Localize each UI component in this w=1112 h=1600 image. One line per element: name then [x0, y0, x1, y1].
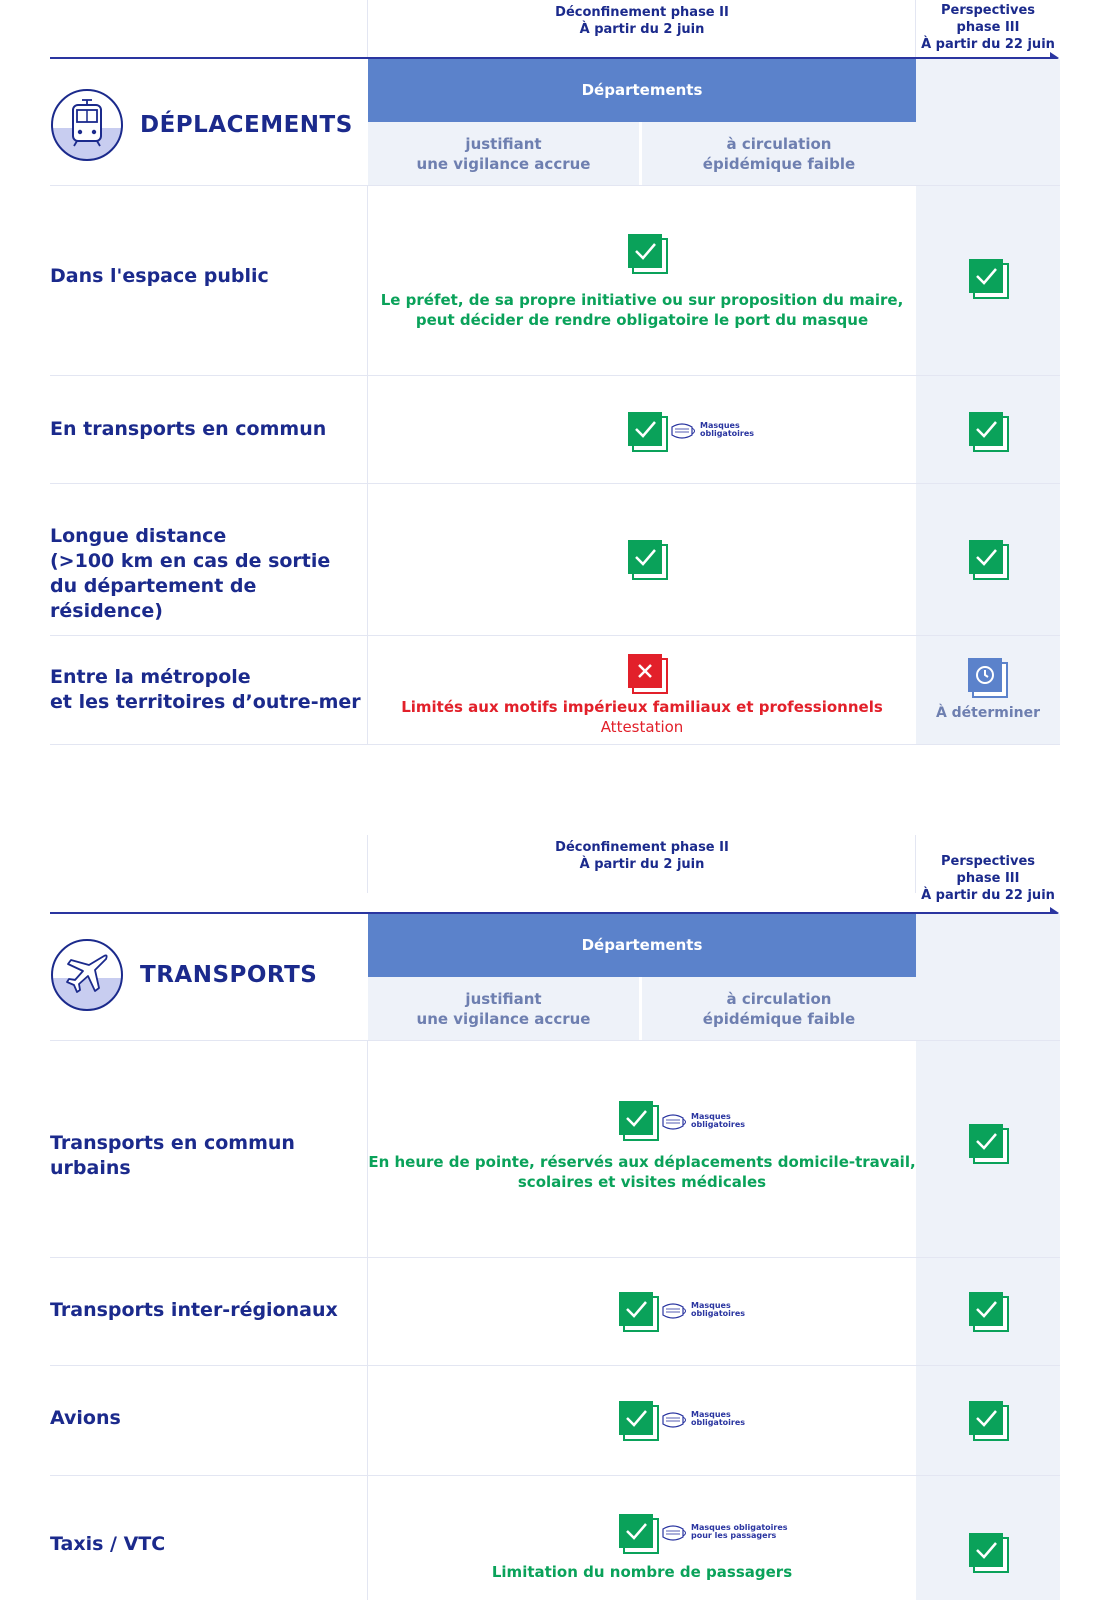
subheader-line: une vigilance accrue	[416, 1010, 591, 1028]
section-title-block	[50, 85, 353, 165]
check-icon	[628, 540, 668, 580]
subheader-vigilance	[368, 122, 641, 185]
row-label: Entre la métropole et les territoires d’outre-mer	[50, 666, 361, 713]
subheader-line: à circulation	[726, 135, 832, 153]
perspective-header-bg	[916, 59, 1060, 185]
departements-header: Départements	[368, 914, 916, 977]
check-icon	[969, 540, 1009, 580]
mask-badge: Masques obligatoires	[670, 418, 754, 442]
section-deplacements	[0, 0, 1112, 745]
check-icon	[619, 1514, 659, 1554]
table-row	[50, 1257, 1060, 1365]
mask-icon	[661, 1109, 689, 1133]
row-note: En heure de pointe, réservés aux déplacements domicile-travail, scolaires et visites médicales	[368, 1153, 916, 1191]
row-label: Avions	[50, 1407, 121, 1429]
phase3-header	[916, 2, 1060, 53]
check-icon	[969, 1401, 1009, 1441]
subheader-line: une vigilance accrue	[416, 155, 591, 173]
row-label: Taxis / VTC	[50, 1533, 166, 1555]
perspective-header-bg	[916, 914, 1060, 1040]
subheader-line: à circulation	[726, 990, 832, 1008]
row-label: Longue distance (>100 km en cas de sortie du département de résidence)	[50, 525, 331, 622]
mask-icon	[661, 1298, 689, 1322]
row-note: Limités aux motifs impérieux familiaux et professionnels	[401, 698, 883, 716]
phase3-header	[916, 853, 1060, 904]
mask-icon	[670, 418, 698, 442]
section-transports	[0, 835, 1112, 1600]
row-note: Le préfet, de sa propre initiative ou sur proposition du maire, peut décider de rendre obligatoire le port du masque	[380, 291, 904, 329]
check-icon	[628, 412, 668, 452]
check-icon	[619, 1292, 659, 1332]
table-row	[50, 483, 1060, 635]
section-title: DÉPLACEMENTS	[140, 112, 353, 138]
mask-icon	[661, 1520, 689, 1544]
row-label: Transports en commun urbains	[50, 1132, 295, 1179]
table-row	[50, 1040, 1060, 1257]
table-row	[50, 185, 1060, 375]
check-icon	[628, 234, 668, 274]
mask-icon	[661, 1407, 689, 1431]
subheader-line: justifiant	[465, 990, 542, 1008]
row-label: En transports en commun	[50, 418, 327, 440]
subheader-circulation	[642, 122, 916, 185]
table-row	[50, 1475, 1060, 1600]
check-icon	[619, 1401, 659, 1441]
tram-icon	[50, 88, 124, 162]
phase3-date: À partir du 22 juin	[921, 37, 1055, 52]
phase2-title: Déconfinement phase II	[555, 840, 729, 855]
table-row	[50, 375, 1060, 483]
phase2-title: Déconfinement phase II	[555, 5, 729, 20]
clock-icon	[968, 658, 1008, 698]
phase2-date: À partir du 2 juin	[579, 857, 705, 872]
check-icon	[969, 1292, 1009, 1332]
mask-badge: Masques obligatoires	[661, 1109, 745, 1133]
check-icon	[619, 1101, 659, 1141]
phase2-header	[368, 839, 916, 873]
mask-badge: Masques obligatoires	[661, 1298, 745, 1322]
check-icon	[969, 1124, 1009, 1164]
row-note: Limitation du nombre de passagers	[491, 1563, 793, 1581]
cross-icon	[628, 654, 668, 694]
row-label: Transports inter-régionaux	[50, 1299, 338, 1321]
subheader-line: épidémique faible	[702, 155, 856, 173]
check-icon	[969, 259, 1009, 299]
mask-badge: Masques obligatoires pour les passagers	[661, 1520, 788, 1544]
section-title: TRANSPORTS	[140, 962, 318, 988]
phase3-title: Perspectives	[940, 854, 1036, 869]
check-icon	[969, 412, 1009, 452]
phase3-title: Perspectives	[940, 3, 1036, 18]
check-icon	[969, 1533, 1009, 1573]
subheader-vigilance	[368, 977, 641, 1040]
departements-header: Départements	[368, 59, 916, 122]
section-title-block	[50, 935, 317, 1015]
phase3-status-text: À déterminer	[935, 705, 1041, 721]
row-label: Dans l'espace public	[50, 265, 269, 287]
subheader-line: épidémique faible	[702, 1010, 856, 1028]
phase3-date: À partir du 22 juin	[921, 888, 1055, 903]
table-row	[50, 635, 1060, 745]
phase3-subtitle: phase III	[956, 20, 1020, 35]
subheader-circulation	[642, 977, 916, 1040]
mask-badge: Masques obligatoires	[661, 1407, 745, 1431]
airplane-icon	[50, 938, 124, 1012]
table-row	[50, 1365, 1060, 1475]
phase3-subtitle: phase III	[956, 871, 1020, 886]
subheader-line: justifiant	[465, 135, 542, 153]
phase2-date: À partir du 2 juin	[579, 22, 705, 37]
phase2-header	[368, 4, 916, 38]
row-note-attestation: Attestation	[600, 718, 684, 736]
